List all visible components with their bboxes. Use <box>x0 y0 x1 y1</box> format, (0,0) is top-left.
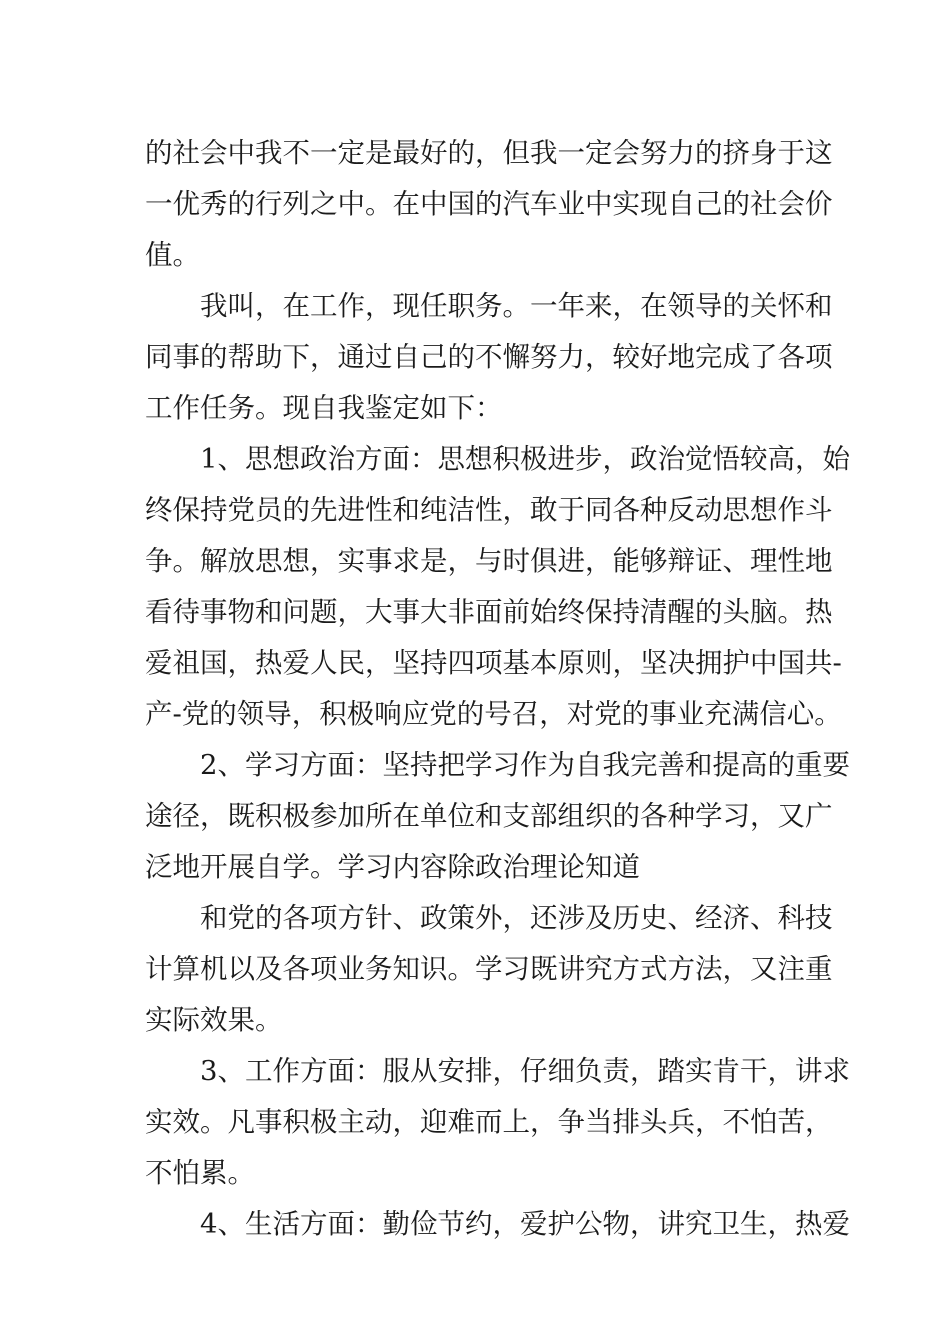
text-line: 实效。凡事积极主动，迎难而上，争当排头兵，不怕苦， <box>145 1106 833 1138</box>
text-line: 一优秀的行列之中。在中国的汽车业中实现自己的社会价 <box>145 188 833 220</box>
text-line: 计算机以及各项业务知识。学习既讲究方式方法，又注重 <box>145 953 833 985</box>
text-line: 和党的各项方针、政策外，还涉及历史、经济、科技 <box>200 902 833 934</box>
text-line: 途径，既积极参加所在单位和支部组织的各种学习，又广 <box>145 800 833 832</box>
text-line: 我叫，在工作，现任职务。一年来，在领导的关怀和 <box>200 290 833 322</box>
text-line: 实际效果。 <box>145 1004 283 1036</box>
text-line: 工作任务。现自我鉴定如下： <box>145 392 503 424</box>
document-body <box>145 128 850 1250</box>
text-line: 同事的帮助下，通过自己的不懈努力，较好地完成了各项 <box>145 341 833 373</box>
text-line: 2、学习方面：坚持把学习作为自我完善和提高的重要 <box>200 749 850 781</box>
text-line: 值。 <box>145 239 200 271</box>
text-line: 4、生活方面：勤俭节约，爱护公物，讲究卫生，热爱 <box>200 1208 850 1240</box>
text-line: 1、思想政治方面：思想积极进步，政治觉悟较高，始 <box>200 443 850 475</box>
text-line: 产-党的领导，积极响应党的号召，对党的事业充满信心。 <box>145 698 842 730</box>
text-line: 看待事物和问题，大事大非面前始终保持清醒的头脑。热 <box>145 596 833 628</box>
text-line: 的社会中我不一定是最好的，但我一定会努力的挤身于这 <box>145 137 833 169</box>
text-line: 3、工作方面：服从安排，仔细负责，踏实肯干，讲求 <box>200 1055 850 1087</box>
text-line: 终保持党员的先进性和纯洁性，敢于同各种反动思想作斗 <box>145 494 833 526</box>
text-line: 爱祖国，热爱人民，坚持四项基本原则，坚决拥护中国共- <box>145 647 842 679</box>
text-line: 泛地开展自学。学习内容除政治理论知道 <box>145 851 640 883</box>
text-line: 不怕累。 <box>145 1157 255 1189</box>
text-line: 争。解放思想，实事求是，与时俱进，能够辩证、理性地 <box>145 545 833 577</box>
